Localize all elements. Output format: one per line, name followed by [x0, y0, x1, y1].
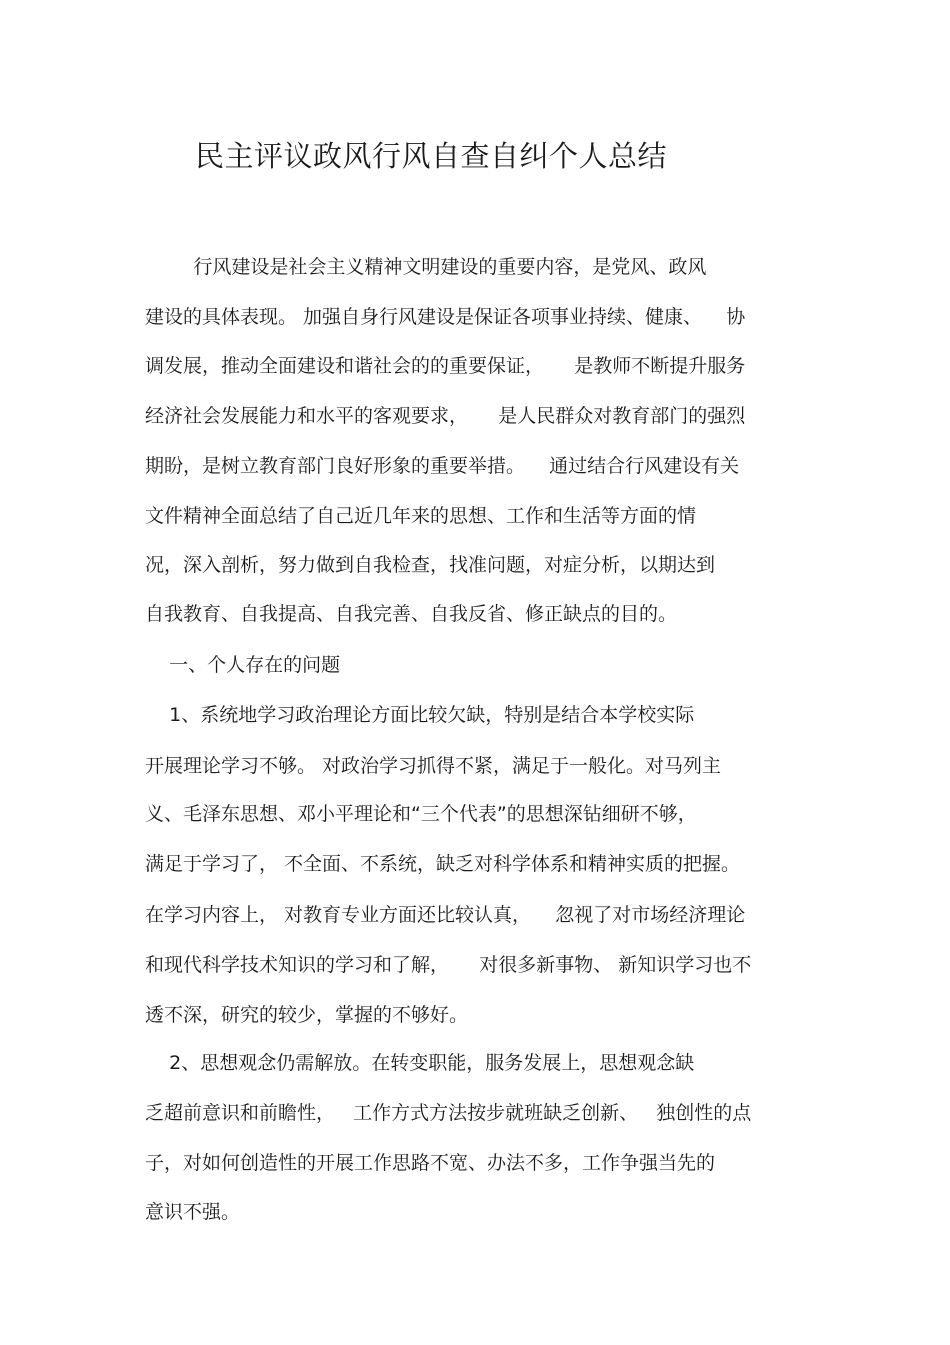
body-line: 透不深，研究的较少，掌握的不够好。 — [145, 1004, 469, 1026]
body-line: 在学习内容上， 对教育专业方面还比较认真， 忽视了对市场经济理论 — [145, 904, 746, 926]
body-line: 2、思想观念仍需解放。在转变职能，服务发展上，思想观念缺 — [145, 1052, 695, 1074]
document-title: 民主评议政风行风自查自纠个人总结 — [195, 139, 668, 173]
body-line: 调发展，推动全面建设和谐社会的的重要保证， 是教师不断提升服务 — [145, 355, 746, 377]
body-line: 自我教育、自我提高、自我完善、自我反省、修正缺点的目的。 — [145, 603, 678, 625]
body-line: 行风建设是社会主义精神文明建设的重要内容，是党风、政风 — [145, 256, 707, 278]
body-line: 况，深入剖析，努力做到自我检查，找准问题，对症分析，以期达到 — [145, 554, 716, 576]
body-line: 1、系统地学习政治理论方面比较欠缺，特别是结合本学校实际 — [145, 704, 695, 726]
body-line: 义、毛泽东思想、邓小平理论和“三个代表”的思想深钻细研不够， — [145, 803, 697, 825]
body-line: 和现代科学技术知识的学习和了解， 对很多新事物、 新知识学习也不 — [145, 954, 752, 976]
body-line: 开展理论学习不够。 对政治学习抓得不紧，满足于一般化。对马列主 — [145, 755, 722, 777]
body-line: 文件精神全面总结了自己近几年来的思想、工作和生活等方面的情 — [145, 505, 697, 527]
section-heading: 一、个人存在的问题 — [145, 654, 341, 676]
body-line: 子，对如何创造性的开展工作思路不宽、办法不多，工作争强当先的 — [145, 1152, 716, 1174]
body-line: 意识不强。 — [145, 1201, 241, 1223]
body-line: 乏超前意识和前瞻性， 工作方式方法按步就班缺乏创新、 独创性的点 — [145, 1102, 752, 1124]
body-line: 期盼，是树立教育部门良好形象的重要举措。 通过结合行风建设有关 — [145, 455, 740, 477]
body-line: 经济社会发展能力和水平的客观要求， 是人民群众对教育部门的强烈 — [145, 405, 746, 427]
body-line: 建设的具体表现。 加强自身行风建设是保证各项事业持续、健康、 协 — [145, 306, 746, 328]
body-line: 满足于学习了， 不全面、不系统，缺乏对科学体系和精神实质的把握。 — [145, 853, 741, 875]
